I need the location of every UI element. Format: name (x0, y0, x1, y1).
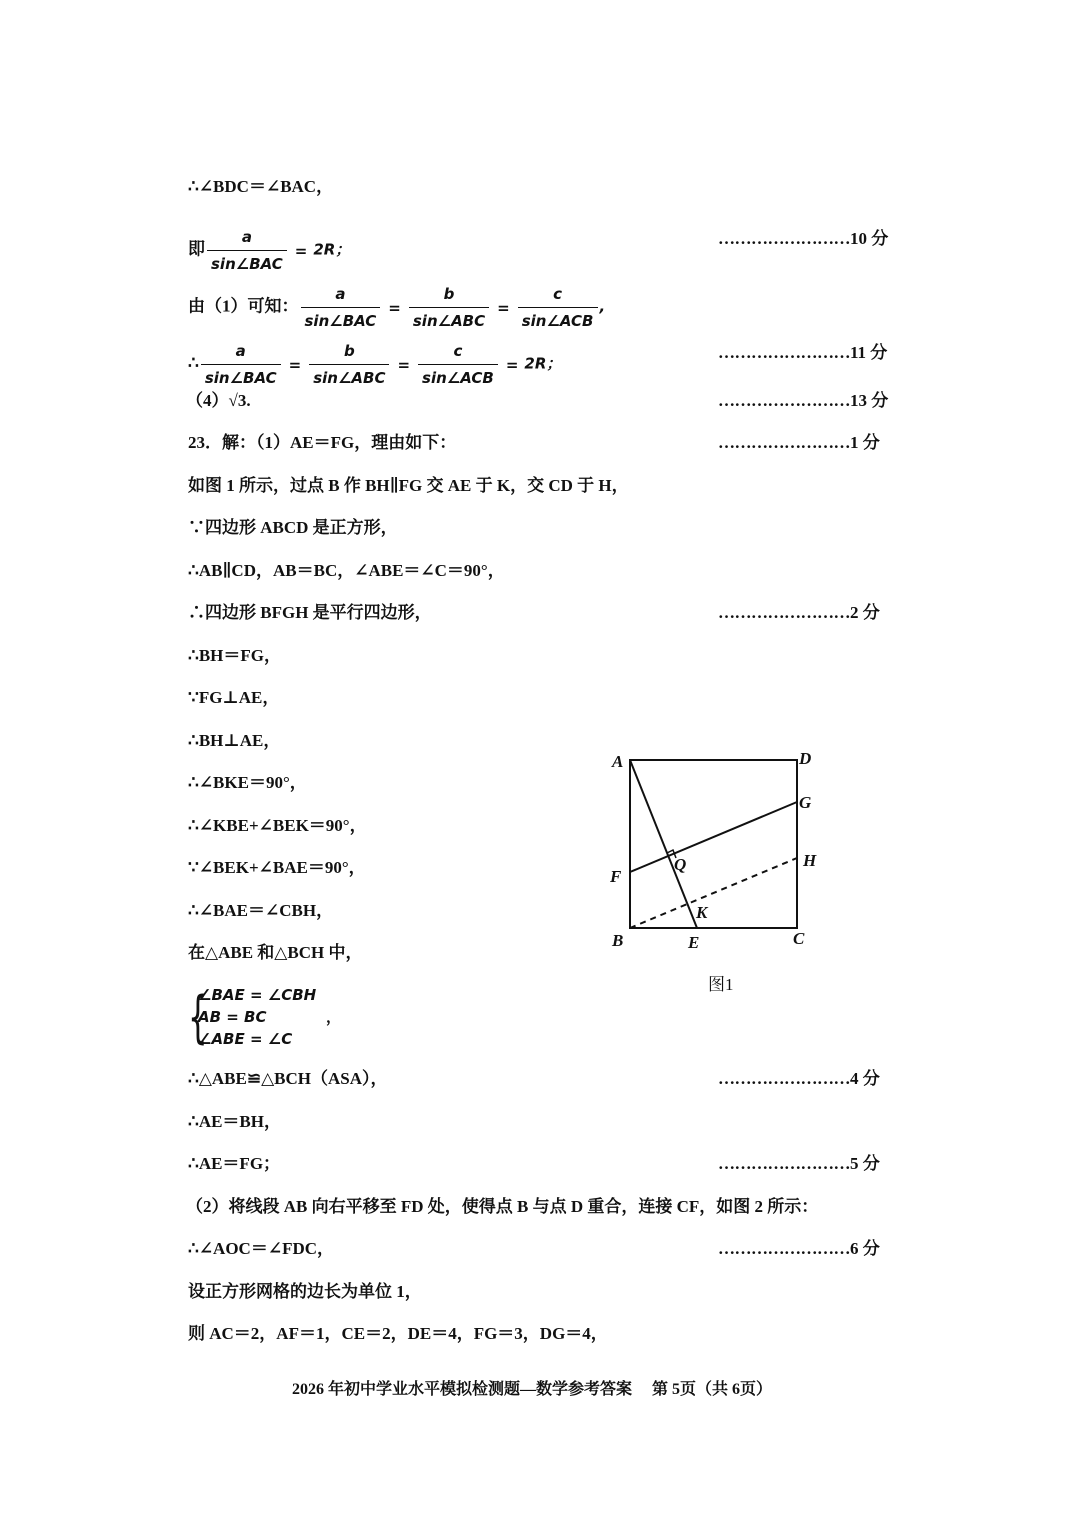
fraction (518, 283, 598, 332)
proof-text: ∴∠AOC＝∠FDC， (188, 1239, 335, 1258)
proof-line (188, 1111, 281, 1133)
proof-line (188, 815, 367, 837)
score-marker (718, 1068, 880, 1090)
proof-text: ∴BH＝FG， (188, 646, 281, 665)
score-value: 13 分 (850, 391, 889, 410)
denominator: sin∠BAC (304, 312, 377, 330)
leader-dots: …………………… (718, 433, 850, 452)
proof-line (188, 602, 432, 624)
system-rows (198, 984, 316, 1050)
proof-text: ∴△ABE≌△BCH（ASA）， (188, 1069, 388, 1088)
score-marker (718, 342, 887, 364)
proof-text: 23．解：（1）AE＝FG，理由如下： (188, 433, 457, 452)
denominator: sin∠ABC (412, 312, 486, 330)
equals-sign: = (388, 298, 401, 317)
proof-text: 2R； (524, 354, 562, 373)
proof-text: 则 AC＝2，AF＝1，CE＝2，DE＝4，FG＝3，DG＝4， (188, 1324, 608, 1343)
numerator: a (201, 340, 281, 365)
leader-dots: …………………… (718, 1154, 850, 1173)
leader-dots: …………………… (718, 391, 850, 410)
equals-sign: = (505, 355, 519, 374)
proof-text: ∴∠BDC＝∠BAC， (188, 177, 334, 196)
numerator: b (409, 283, 489, 308)
proof-line (186, 1196, 818, 1218)
fraction (201, 340, 281, 389)
proof-line (188, 730, 280, 752)
score-value: 1 分 (850, 433, 880, 452)
score-marker (718, 602, 880, 624)
numerator: c (418, 340, 498, 365)
proof-text: ∵∠BEK+∠BAE＝90°， (188, 858, 366, 877)
label-b: B (612, 931, 624, 950)
proof-line (188, 942, 362, 964)
proof-text: 如图 1 所示，过点 B 作 BH∥FG 交 AE 于 K，交 CD 于 H， (188, 476, 629, 495)
proof-line (188, 475, 629, 497)
leader-dots: …………………… (718, 603, 850, 622)
fraction (418, 340, 498, 389)
proof-line-fraction (188, 226, 350, 275)
proof-text: ∴四边形 BFGH 是平行四边形， (188, 603, 432, 622)
system-row: ∠BAE = ∠CBH (198, 986, 317, 1004)
label-g: G (799, 793, 812, 812)
proof-text: , (599, 297, 606, 316)
system-row: ∠ABE = ∠C (198, 1030, 293, 1048)
proof-text: ∴AE＝BH， (188, 1112, 281, 1131)
label-h: H (803, 851, 817, 870)
fraction (309, 340, 389, 389)
page-footer: 2026 年初中学业水平模拟检测题—数学参考答案 第 5页（共 6页） (292, 1381, 773, 1398)
numerator: a (301, 283, 381, 308)
proof-text: （2）将线段 AB 向右平移至 FD 处，使得点 B 与点 D 重合，连接 CF，如图 2 所示： (186, 1197, 819, 1216)
fraction (301, 283, 381, 332)
proof-line (188, 517, 398, 539)
proof-line (188, 432, 456, 454)
leader-dots: …………………… (718, 1239, 850, 1258)
proof-text: 在△ABE 和△BCH 中， (188, 943, 363, 962)
equals-sign: = (397, 355, 411, 374)
denominator: sin∠ACB (422, 369, 494, 387)
proof-line (188, 645, 281, 667)
proof-line (188, 900, 333, 922)
equals-sign: = (294, 241, 308, 260)
equals-sign: = (497, 298, 510, 317)
figure-caption: 图1 (708, 975, 734, 994)
label-a: A (612, 752, 624, 771)
score-marker (718, 228, 888, 250)
label-k: K (696, 903, 708, 922)
score-value: 2 分 (850, 603, 880, 622)
leader-dots: …………………… (718, 229, 850, 248)
label-q: Q (674, 855, 687, 874)
leader-dots: …………………… (718, 1069, 850, 1088)
left-brace: { (188, 985, 208, 1050)
proof-text: ∴∠BAE＝∠CBH， (188, 901, 334, 920)
proof-line (188, 560, 505, 582)
segment-bh-dashed (630, 858, 797, 928)
score-value: 5 分 (850, 1154, 880, 1173)
score-marker (718, 390, 888, 412)
proof-line-fraction (188, 283, 605, 332)
proof-text: ∵四边形 ABCD 是正方形， (188, 518, 398, 537)
denominator: sin∠ACB (521, 312, 594, 330)
label-c: C (793, 929, 805, 948)
label-f: F (610, 867, 622, 886)
proof-text: ∴ (188, 353, 199, 373)
proof-text: ∴AE＝FG； (188, 1154, 281, 1173)
proof-line (188, 1281, 422, 1303)
segment-fg (630, 802, 797, 872)
score-marker (718, 1238, 880, 1260)
leader-dots: …………………… (718, 343, 850, 362)
proof-text: ∴∠BKE＝90°， (188, 773, 307, 792)
score-value: 4 分 (850, 1069, 880, 1088)
equals-sign: = (288, 355, 302, 374)
proof-line (188, 1068, 388, 1090)
proof-line-fraction (188, 340, 561, 389)
proof-line (188, 1238, 334, 1260)
proof-text: （4）√3. (186, 391, 251, 410)
score-value: 11 分 (850, 343, 888, 362)
score-marker (718, 432, 880, 454)
proof-text: 设正方形网格的边长为单位 1， (188, 1282, 422, 1301)
score-marker (718, 1153, 880, 1175)
numerator: c (518, 283, 598, 308)
label-d: D (799, 749, 812, 768)
denominator: sin∠BAC (211, 255, 283, 273)
proof-text: ∵FG⊥AE， (188, 688, 280, 707)
proof-line (188, 1323, 608, 1345)
proof-text: ∴BH⊥AE， (188, 731, 281, 750)
denominator: sin∠ABC (313, 369, 386, 387)
proof-line (188, 772, 307, 794)
numerator: b (309, 340, 389, 365)
proof-text: ∴∠KBE+∠BEK＝90°， (188, 816, 367, 835)
square-abcd (630, 760, 797, 928)
segment-ae (630, 760, 697, 928)
denominator: sin∠BAC (204, 369, 277, 387)
proof-line (188, 857, 366, 879)
system-row: AB = BC (198, 1008, 267, 1026)
proof-line (186, 390, 251, 412)
geometry-figure-1 (600, 740, 840, 1000)
proof-line (188, 1153, 280, 1175)
proof-text: ∴AB∥CD，AB＝BC，∠ABE＝∠C＝90°， (188, 561, 505, 580)
system-comma: ， (326, 1008, 342, 1026)
proof-line (188, 687, 279, 709)
label-e: E (688, 933, 700, 952)
numerator: a (207, 226, 287, 251)
proof-text: 由（1）可知： (188, 296, 299, 316)
fraction (409, 283, 489, 332)
proof-line (188, 176, 333, 198)
fraction (207, 226, 287, 275)
proof-text: 2R； (313, 240, 351, 259)
score-value: 10 分 (850, 229, 889, 248)
proof-text: 即 (188, 239, 205, 259)
score-value: 6 分 (850, 1239, 880, 1258)
